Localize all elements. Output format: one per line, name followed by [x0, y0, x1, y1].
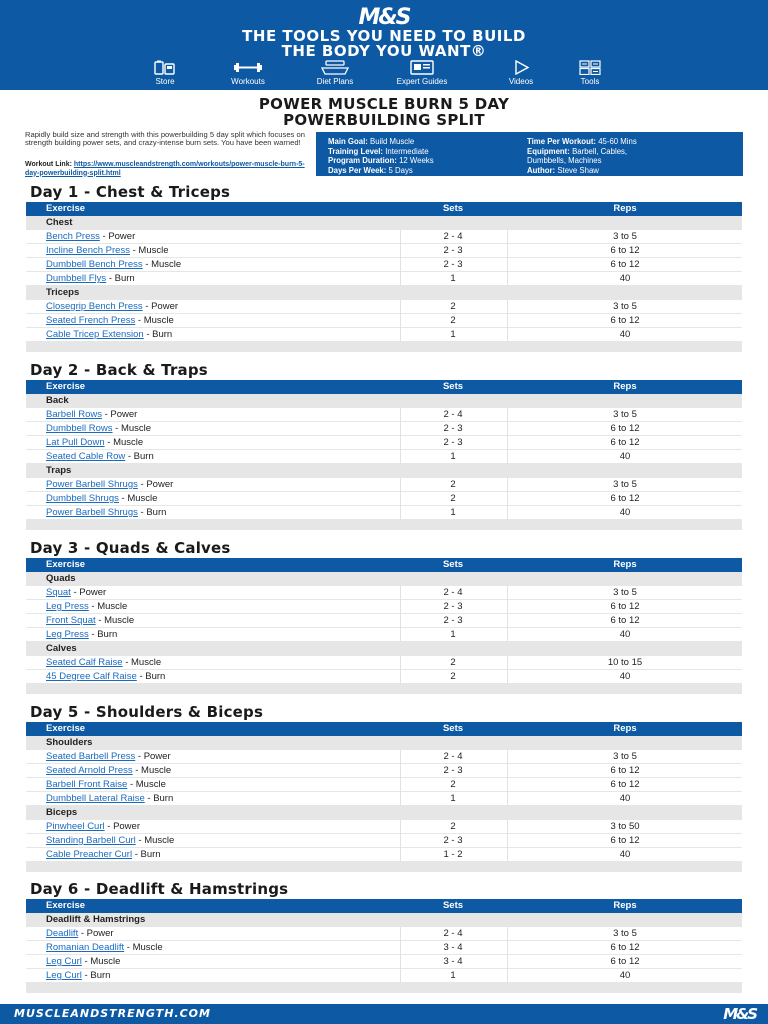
workout-link: [25, 161, 305, 178]
sets-cell: 2 - 4: [443, 751, 463, 762]
exercise-cell: [46, 230, 416, 243]
exercise-type: - Power: [101, 409, 138, 420]
table-row: [26, 792, 742, 806]
exercise-cell: [46, 300, 416, 313]
day-table: [26, 558, 742, 694]
sets-cell: 2 - 3: [443, 615, 463, 626]
exercise-cell: [46, 656, 416, 669]
table-row: [26, 941, 742, 955]
table-row: [26, 422, 742, 436]
exercise-type: - Burn: [136, 671, 166, 682]
exercise-cell: [46, 778, 416, 791]
exercise-link[interactable]: Deadlift: [46, 928, 79, 939]
nav-store[interactable]: [140, 60, 190, 86]
info-label: Equipment:: [527, 146, 570, 156]
tagline: [0, 29, 768, 59]
reps-cell: 6 to 12: [610, 493, 640, 504]
exercise-type: - Muscle: [127, 779, 166, 790]
table-row: [26, 764, 742, 778]
table-row: [26, 834, 742, 848]
table-header: [26, 380, 742, 394]
table-row: [26, 230, 742, 244]
nav-store-label: Store: [155, 77, 175, 86]
muscle-group-name: Shoulders: [46, 737, 93, 748]
table-row: [26, 492, 742, 506]
page-title-line2: POWERBUILDING SPLIT: [283, 111, 485, 129]
nav-expert-guides[interactable]: [390, 60, 454, 86]
footer-logo[interactable]: M&S: [723, 1005, 756, 1023]
sets-cell: 1: [450, 970, 456, 981]
col-sets-header: Sets: [442, 559, 464, 570]
exercise-link[interactable]: Leg Curl: [46, 956, 82, 967]
reps-cell: 6 to 12: [610, 315, 640, 326]
sets-cell: 2 - 4: [443, 587, 463, 598]
reps-cell: 6 to 12: [610, 601, 640, 612]
reps-cell: 3 to 5: [613, 409, 637, 420]
exercise-cell: [46, 506, 416, 519]
exercise-cell: [46, 244, 416, 257]
reps-cell: 40: [619, 451, 631, 462]
exercise-type: - Power: [78, 928, 114, 939]
exercise-type: - Muscle: [132, 765, 172, 776]
exercise-link[interactable]: Dumbbell Flys: [46, 273, 107, 284]
day-title: Day 2 - Back & Traps: [30, 361, 208, 379]
exercise-type: - Burn: [81, 970, 111, 981]
exercise-link[interactable]: Leg Press: [46, 601, 89, 612]
info-training-level: [328, 147, 434, 157]
table-footer: [26, 983, 742, 993]
reps-cell: 6 to 12: [610, 765, 640, 776]
info-time-per-workout: [527, 137, 637, 147]
reps-cell: 40: [619, 970, 631, 981]
sets-cell: 1: [450, 451, 456, 462]
exercise-cell: [46, 955, 416, 968]
sets-cell: 2 - 3: [443, 601, 463, 612]
sets-cell: 2 - 3: [443, 437, 463, 448]
exercise-cell: [46, 422, 416, 435]
info-author: [527, 166, 637, 176]
info-main-goal: [328, 137, 434, 147]
exercise-cell: [46, 314, 416, 327]
exercise-type: - Burn: [144, 793, 174, 804]
exercise-cell: [46, 820, 416, 833]
exercise-type: - Power: [142, 301, 179, 312]
exercise-link[interactable]: Lat Pull Down: [46, 437, 105, 448]
info-label: Time Per Workout:: [527, 137, 597, 146]
muscle-group-name: Triceps: [46, 287, 80, 298]
info-value: 12 Weeks: [399, 156, 434, 165]
col-exercise-header: Exercise: [46, 723, 86, 734]
nav-workouts-label: Workouts: [231, 77, 265, 86]
exercise-cell: [46, 834, 416, 847]
exercise-link[interactable]: Seated Barbell Press: [46, 751, 136, 762]
exercise-link[interactable]: Power Barbell Shrugs: [46, 479, 138, 490]
muscle-group-row: [26, 642, 742, 656]
logo-text: M&S: [358, 5, 410, 30]
muscle-group-name: Deadlift & Hamstrings: [46, 914, 146, 925]
reps-cell: 6 to 12: [610, 942, 640, 953]
sets-cell: 3 - 4: [443, 956, 463, 967]
muscle-group-row: [26, 572, 742, 586]
muscle-group-name: Calves: [46, 643, 77, 654]
info-program-duration: [328, 156, 434, 166]
reps-cell: 40: [619, 793, 631, 804]
exercise-type: - Muscle: [142, 259, 182, 270]
table-row: [26, 586, 742, 600]
info-value: 5 Days: [388, 165, 413, 175]
exercise-link[interactable]: Barbell Rows: [46, 409, 102, 420]
table-row: [26, 628, 742, 642]
exercise-cell: [46, 941, 416, 954]
workout-link-label: Workout Link:: [25, 161, 72, 168]
reps-cell: 3 to 5: [613, 928, 637, 939]
exercise-cell: [46, 272, 416, 285]
exercise-type: - Power: [104, 821, 140, 832]
exercise-link[interactable]: Barbell Front Raise: [46, 779, 128, 790]
sets-cell: 2: [450, 315, 456, 326]
exercise-type: - Power: [137, 479, 174, 490]
nav-diet-plans-label: Diet Plans: [316, 77, 354, 86]
muscle-group-row: [26, 464, 742, 478]
exercise-type: - Muscle: [135, 315, 174, 326]
info-label: Program Duration:: [328, 156, 397, 165]
col-reps-header: Reps: [613, 203, 637, 214]
muscle-group-name: Biceps: [46, 807, 78, 818]
exercise-link[interactable]: Cable Tricep Extension: [46, 329, 144, 340]
sets-cell: 2 - 3: [443, 245, 463, 256]
exercise-link[interactable]: Incline Bench Press: [46, 245, 130, 256]
exercise-link[interactable]: Dumbbell Rows: [46, 423, 113, 434]
sets-cell: 1: [450, 629, 456, 640]
info-label: Main Goal:: [328, 137, 368, 146]
muscle-group-row: [26, 216, 742, 230]
exercise-link[interactable]: Romanian Deadlift: [46, 942, 125, 953]
col-sets-header: Sets: [442, 900, 464, 911]
table-header: [26, 722, 742, 736]
exercise-cell: [46, 408, 416, 421]
reps-cell: 40: [619, 849, 631, 860]
exercise-link[interactable]: Power Barbell Shrugs: [46, 507, 138, 518]
day-title: Day 5 - Shoulders & Biceps: [30, 703, 264, 721]
sets-cell: 2 - 3: [443, 259, 463, 270]
exercise-link[interactable]: Leg Press: [46, 629, 89, 640]
sets-cell: 2: [450, 301, 456, 312]
reps-cell: 3 to 5: [613, 479, 637, 490]
exercise-cell: [46, 450, 416, 463]
col-exercise-header: Exercise: [46, 900, 86, 911]
muscle-group-row: [26, 736, 742, 750]
muscle-group-name: Traps: [46, 465, 72, 476]
table-row: [26, 656, 742, 670]
exercise-type: - Burn: [125, 451, 154, 462]
table-footer: [26, 520, 742, 530]
reps-cell: 6 to 12: [610, 779, 640, 790]
reps-cell: 3 to 5: [613, 751, 637, 762]
sets-cell: 2 - 3: [443, 423, 463, 434]
program-info-box: [316, 132, 743, 176]
exercise-link[interactable]: Cable Preacher Curl: [46, 849, 133, 860]
expert-guides-icon: [410, 60, 434, 75]
col-exercise-header: Exercise: [46, 381, 86, 392]
exercise-link[interactable]: Dumbbell Lateral Raise: [46, 793, 145, 804]
info-label: Days Per Week:: [328, 165, 387, 175]
sets-cell: 2: [450, 779, 456, 790]
info-equipment-cont: Dumbbells, Machines: [527, 156, 602, 165]
day-table: [26, 722, 742, 872]
reps-cell: 40: [619, 629, 631, 640]
exercise-link[interactable]: Seated Arnold Press: [46, 765, 133, 776]
col-sets-header: Sets: [442, 381, 464, 392]
exercise-type: - Power: [70, 587, 107, 598]
exercise-cell: [46, 436, 416, 449]
exercise-cell: [46, 670, 416, 683]
table-footer: [26, 862, 742, 872]
exercise-cell: [46, 614, 416, 627]
table-row: [26, 848, 742, 862]
nav-videos-label: Videos: [508, 77, 534, 86]
day-table: [26, 380, 742, 530]
info-value: 45-60 Mins: [598, 137, 637, 146]
reps-cell: 6 to 12: [610, 245, 640, 256]
table-row: [26, 436, 742, 450]
nav-workouts[interactable]: [216, 60, 280, 86]
sets-cell: 1 - 2: [443, 849, 463, 860]
reps-cell: 40: [619, 671, 631, 682]
info-value: Build Muscle: [370, 137, 415, 146]
exercise-cell: [46, 258, 416, 271]
exercise-type: - Muscle: [104, 437, 144, 448]
info-value: Steve Shaw: [557, 165, 599, 175]
exercise-type: - Muscle: [81, 956, 121, 967]
videos-icon: [511, 60, 531, 75]
exercise-link[interactable]: Leg Curl: [46, 970, 82, 981]
sets-cell: 3 - 4: [443, 942, 463, 953]
footer-bar: [0, 1004, 768, 1024]
muscle-group-row: [26, 286, 742, 300]
exercise-cell: [46, 478, 416, 491]
table-footer: [26, 342, 742, 352]
reps-cell: 40: [619, 507, 631, 518]
info-label: Author:: [527, 165, 556, 175]
exercise-link[interactable]: Dumbbell Bench Press: [46, 259, 143, 270]
sets-cell: 1: [450, 793, 456, 804]
nav-diet-plans[interactable]: [300, 60, 370, 86]
muscle-group-name: Quads: [46, 573, 76, 584]
sets-cell: 2: [450, 671, 456, 682]
reps-cell: 3 to 5: [613, 587, 637, 598]
exercise-link[interactable]: Closegrip Bench Press: [46, 301, 143, 312]
reps-cell: 40: [619, 329, 631, 340]
muscle-group-row: [26, 394, 742, 408]
reps-cell: 6 to 12: [610, 615, 640, 626]
reps-cell: 6 to 12: [610, 956, 640, 967]
brand-logo[interactable]: [333, 4, 435, 28]
day-title: Day 3 - Quads & Calves: [30, 539, 231, 557]
table-row: [26, 258, 742, 272]
reps-cell: 6 to 12: [610, 259, 640, 270]
exercise-link[interactable]: Dumbbell Shrugs: [46, 493, 119, 504]
header-nav: [140, 60, 620, 86]
info-col-left: [328, 137, 434, 175]
page-title-line1: POWER MUSCLE BURN 5 DAY: [258, 95, 510, 113]
exercise-type: - Power: [99, 231, 136, 242]
col-sets-header: Sets: [442, 723, 464, 734]
col-exercise-header: Exercise: [46, 559, 86, 570]
sets-cell: 2: [450, 479, 456, 490]
exercise-link[interactable]: Standing Barbell Curl: [46, 835, 136, 846]
exercise-type: - Burn: [88, 629, 118, 640]
col-reps-header: Reps: [613, 559, 637, 570]
table-row: [26, 450, 742, 464]
exercise-type: - Burn: [132, 849, 161, 860]
table-row: [26, 614, 742, 628]
table-row: [26, 272, 742, 286]
table-row: [26, 600, 742, 614]
sets-cell: 2: [450, 657, 456, 668]
reps-cell: 3 to 5: [613, 301, 637, 312]
exercise-cell: [46, 492, 416, 505]
muscle-group-row: [26, 913, 742, 927]
table-row: [26, 506, 742, 520]
exercise-type: - Muscle: [118, 493, 158, 504]
col-sets-header: Sets: [442, 203, 464, 214]
day-title: Day 6 - Deadlift & Hamstrings: [30, 880, 289, 898]
muscle-group-row: [26, 806, 742, 820]
exercise-cell: [46, 848, 416, 861]
exercise-link[interactable]: Pinwheel Curl: [46, 821, 105, 832]
sets-cell: 2 - 4: [443, 928, 463, 939]
exercise-link[interactable]: Squat: [46, 587, 71, 598]
table-row: [26, 927, 742, 941]
table-row: [26, 969, 742, 983]
info-value: Barbell, Cables,: [572, 146, 628, 156]
exercise-cell: [46, 328, 416, 341]
sets-cell: 2 - 4: [443, 409, 463, 420]
exercise-type: - Muscle: [124, 942, 163, 953]
table-row: [26, 408, 742, 422]
sets-cell: 1: [450, 273, 456, 284]
muscle-group-name: Back: [46, 395, 69, 406]
nav-expert-guides-label: Expert Guides: [396, 77, 448, 86]
exercise-type: - Muscle: [112, 423, 152, 434]
table-row: [26, 300, 742, 314]
reps-cell: 6 to 12: [610, 437, 640, 448]
info-days-per-week: [328, 166, 434, 176]
exercise-link[interactable]: Seated Calf Raise: [46, 657, 123, 668]
sets-cell: 1: [450, 329, 456, 340]
exercise-type: - Muscle: [129, 245, 169, 256]
exercise-cell: [46, 628, 416, 641]
table-row: [26, 670, 742, 684]
exercise-link[interactable]: 45 Degree Calf Raise: [46, 671, 137, 682]
tagline-line1: THE TOOLS YOU NEED TO BUILD: [242, 27, 526, 45]
exercise-link[interactable]: Bench Press: [46, 231, 100, 242]
exercise-cell: [46, 792, 416, 805]
sets-cell: 2 - 4: [443, 231, 463, 242]
reps-cell: 6 to 12: [610, 423, 640, 434]
tools-icon: [579, 60, 601, 75]
sets-cell: 2: [450, 821, 456, 832]
page-title: [0, 96, 768, 128]
sets-cell: 1: [450, 507, 456, 518]
info-equipment: [527, 147, 637, 157]
table-header: [26, 202, 742, 216]
exercise-type: - Burn: [143, 329, 173, 340]
workouts-icon: [234, 60, 262, 75]
exercise-type: - Power: [135, 751, 171, 762]
exercise-cell: [46, 586, 416, 599]
reps-cell: 6 to 12: [610, 835, 640, 846]
reps-cell: 10 to 15: [607, 657, 643, 668]
exercise-cell: [46, 750, 416, 763]
info-label: Training Level:: [328, 146, 384, 156]
info-col-right: [527, 137, 637, 175]
muscle-group-name: Chest: [46, 217, 73, 228]
info-value: Intermediate: [385, 146, 429, 156]
table-row: [26, 955, 742, 969]
store-icon: [154, 60, 176, 75]
table-row: [26, 750, 742, 764]
sets-cell: 2 - 3: [443, 835, 463, 846]
intro-text: Rapidly build size and strength with this powerbuilding 5 day split which focuses on strength building power sets, and crazy-intense burn sets. You have been warned!: [25, 130, 305, 147]
exercise-type: - Burn: [106, 273, 135, 284]
exercise-link[interactable]: Seated Cable Row: [46, 451, 126, 462]
exercise-cell: [46, 969, 416, 982]
col-reps-header: Reps: [613, 381, 637, 392]
reps-cell: 40: [619, 273, 631, 284]
exercise-link[interactable]: Seated French Press: [46, 315, 136, 326]
nav-videos[interactable]: [498, 60, 544, 86]
table-header: [26, 899, 742, 913]
exercise-type: - Muscle: [95, 615, 135, 626]
day-table: [26, 899, 742, 993]
header-banner: [0, 0, 768, 90]
table-row: [26, 778, 742, 792]
nav-tools-label: Tools: [580, 77, 600, 86]
exercise-type: - Muscle: [122, 657, 162, 668]
reps-cell: 3 to 50: [610, 821, 640, 832]
exercise-cell: [46, 600, 416, 613]
reps-cell: 3 to 5: [613, 231, 637, 242]
exercise-type: - Burn: [137, 507, 167, 518]
table-row: [26, 820, 742, 834]
exercise-cell: [46, 927, 416, 940]
col-reps-header: Reps: [613, 900, 637, 911]
table-header: [26, 558, 742, 572]
sets-cell: 2: [450, 493, 456, 504]
col-exercise-header: Exercise: [46, 203, 86, 214]
sets-cell: 2 - 3: [443, 765, 463, 776]
day-table: [26, 202, 742, 352]
workout-link-url[interactable]: https://www.muscleandstrength.com/workouts/power-muscle-burn-5-day-powerbuilding-split.html: [25, 161, 305, 177]
diet-plans-icon: [320, 60, 350, 75]
nav-tools[interactable]: [566, 60, 614, 86]
exercise-type: - Muscle: [88, 601, 128, 612]
table-row: [26, 314, 742, 328]
table-row: [26, 478, 742, 492]
exercise-type: - Muscle: [135, 835, 175, 846]
table-row: [26, 244, 742, 258]
day-title: Day 1 - Chest & Triceps: [30, 183, 231, 201]
exercise-cell: [46, 764, 416, 777]
table-footer: [26, 684, 742, 694]
table-row: [26, 328, 742, 342]
footer-site-link[interactable]: MUSCLEANDSTRENGTH.COM: [14, 1007, 211, 1020]
tagline-line2: THE BODY YOU WANT®: [281, 42, 487, 60]
col-reps-header: Reps: [613, 723, 637, 734]
exercise-link[interactable]: Front Squat: [46, 615, 96, 626]
